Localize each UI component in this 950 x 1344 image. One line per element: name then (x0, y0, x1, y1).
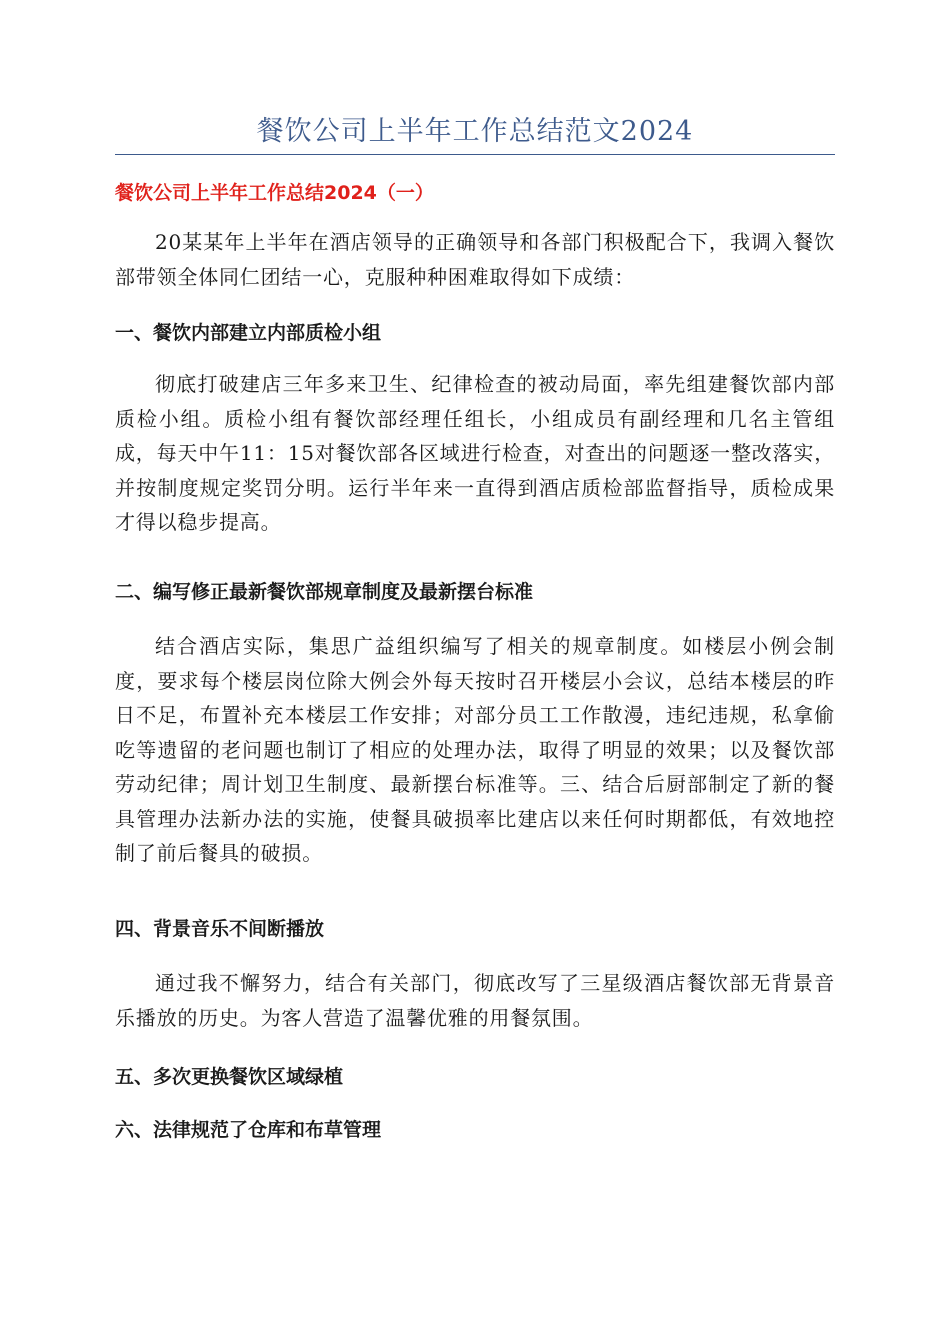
section-heading-5: 五、多次更换餐饮区域绿植 (115, 1066, 344, 1088)
section-heading-2: 二、编写修正最新餐饮部规章制度及最新摆台标准 (115, 581, 534, 603)
section-heading-1: 一、餐饮内部建立内部质检小组 (115, 322, 382, 344)
section-body-2: 结合酒店实际，集思广益组织编写了相关的规章制度。如楼层小例会制度，要求每个楼层岗位除大例会外每天按时召开楼层小会议，总结本楼层的昨日不足，布置补充本楼层工作安排；对部分员工工作散漫，违纪违规，私拿偷吃等遗留的老问题也制订了相应的处理办法，取得了明显的效果；以及餐饮部劳动纪律；周计划卫生制度、最新摆台标准等。三、结合后厨部制定了新的餐具管理办法新办法的实施，使餐具破损率比建店以来任何时期都低，有效地控制了前后餐具的破损。 (115, 634, 835, 865)
document-title: 餐饮公司上半年工作总结范文2024 (256, 116, 694, 147)
document-subtitle: 餐饮公司上半年工作总结2024（一） (115, 182, 434, 204)
section-heading-6: 六、法律规范了仓库和布草管理 (115, 1119, 382, 1141)
section-body-4: 通过我不懈努力，结合有关部门，彻底改写了三星级酒店餐饮部无背景音乐播放的历史。为客人营造了温馨优雅的用餐氛围。 (115, 971, 835, 1030)
section-body-1: 彻底打破建店三年多来卫生、纪律检查的被动局面，率先组建餐饮部内部质检小组。质检小组有餐饮部经理任组长，小组成员有副经理和几名主管组成，每天中午11：15对餐饮部各区域进行检查，对查出的问题逐一整改落实，并按制度规定奖罚分明。运行半年来一直得到酒店质检部监督指导，质检成果才得以稳步提高。 (115, 372, 835, 534)
section-heading-4: 四、背景音乐不间断播放 (115, 918, 325, 940)
intro-paragraph: 20某某年上半年在酒店领导的正确领导和各部门积极配合下，我调入餐饮部带领全体同仁团结一心，克服种种困难取得如下成绩： (115, 230, 835, 289)
title-underline (115, 154, 835, 155)
